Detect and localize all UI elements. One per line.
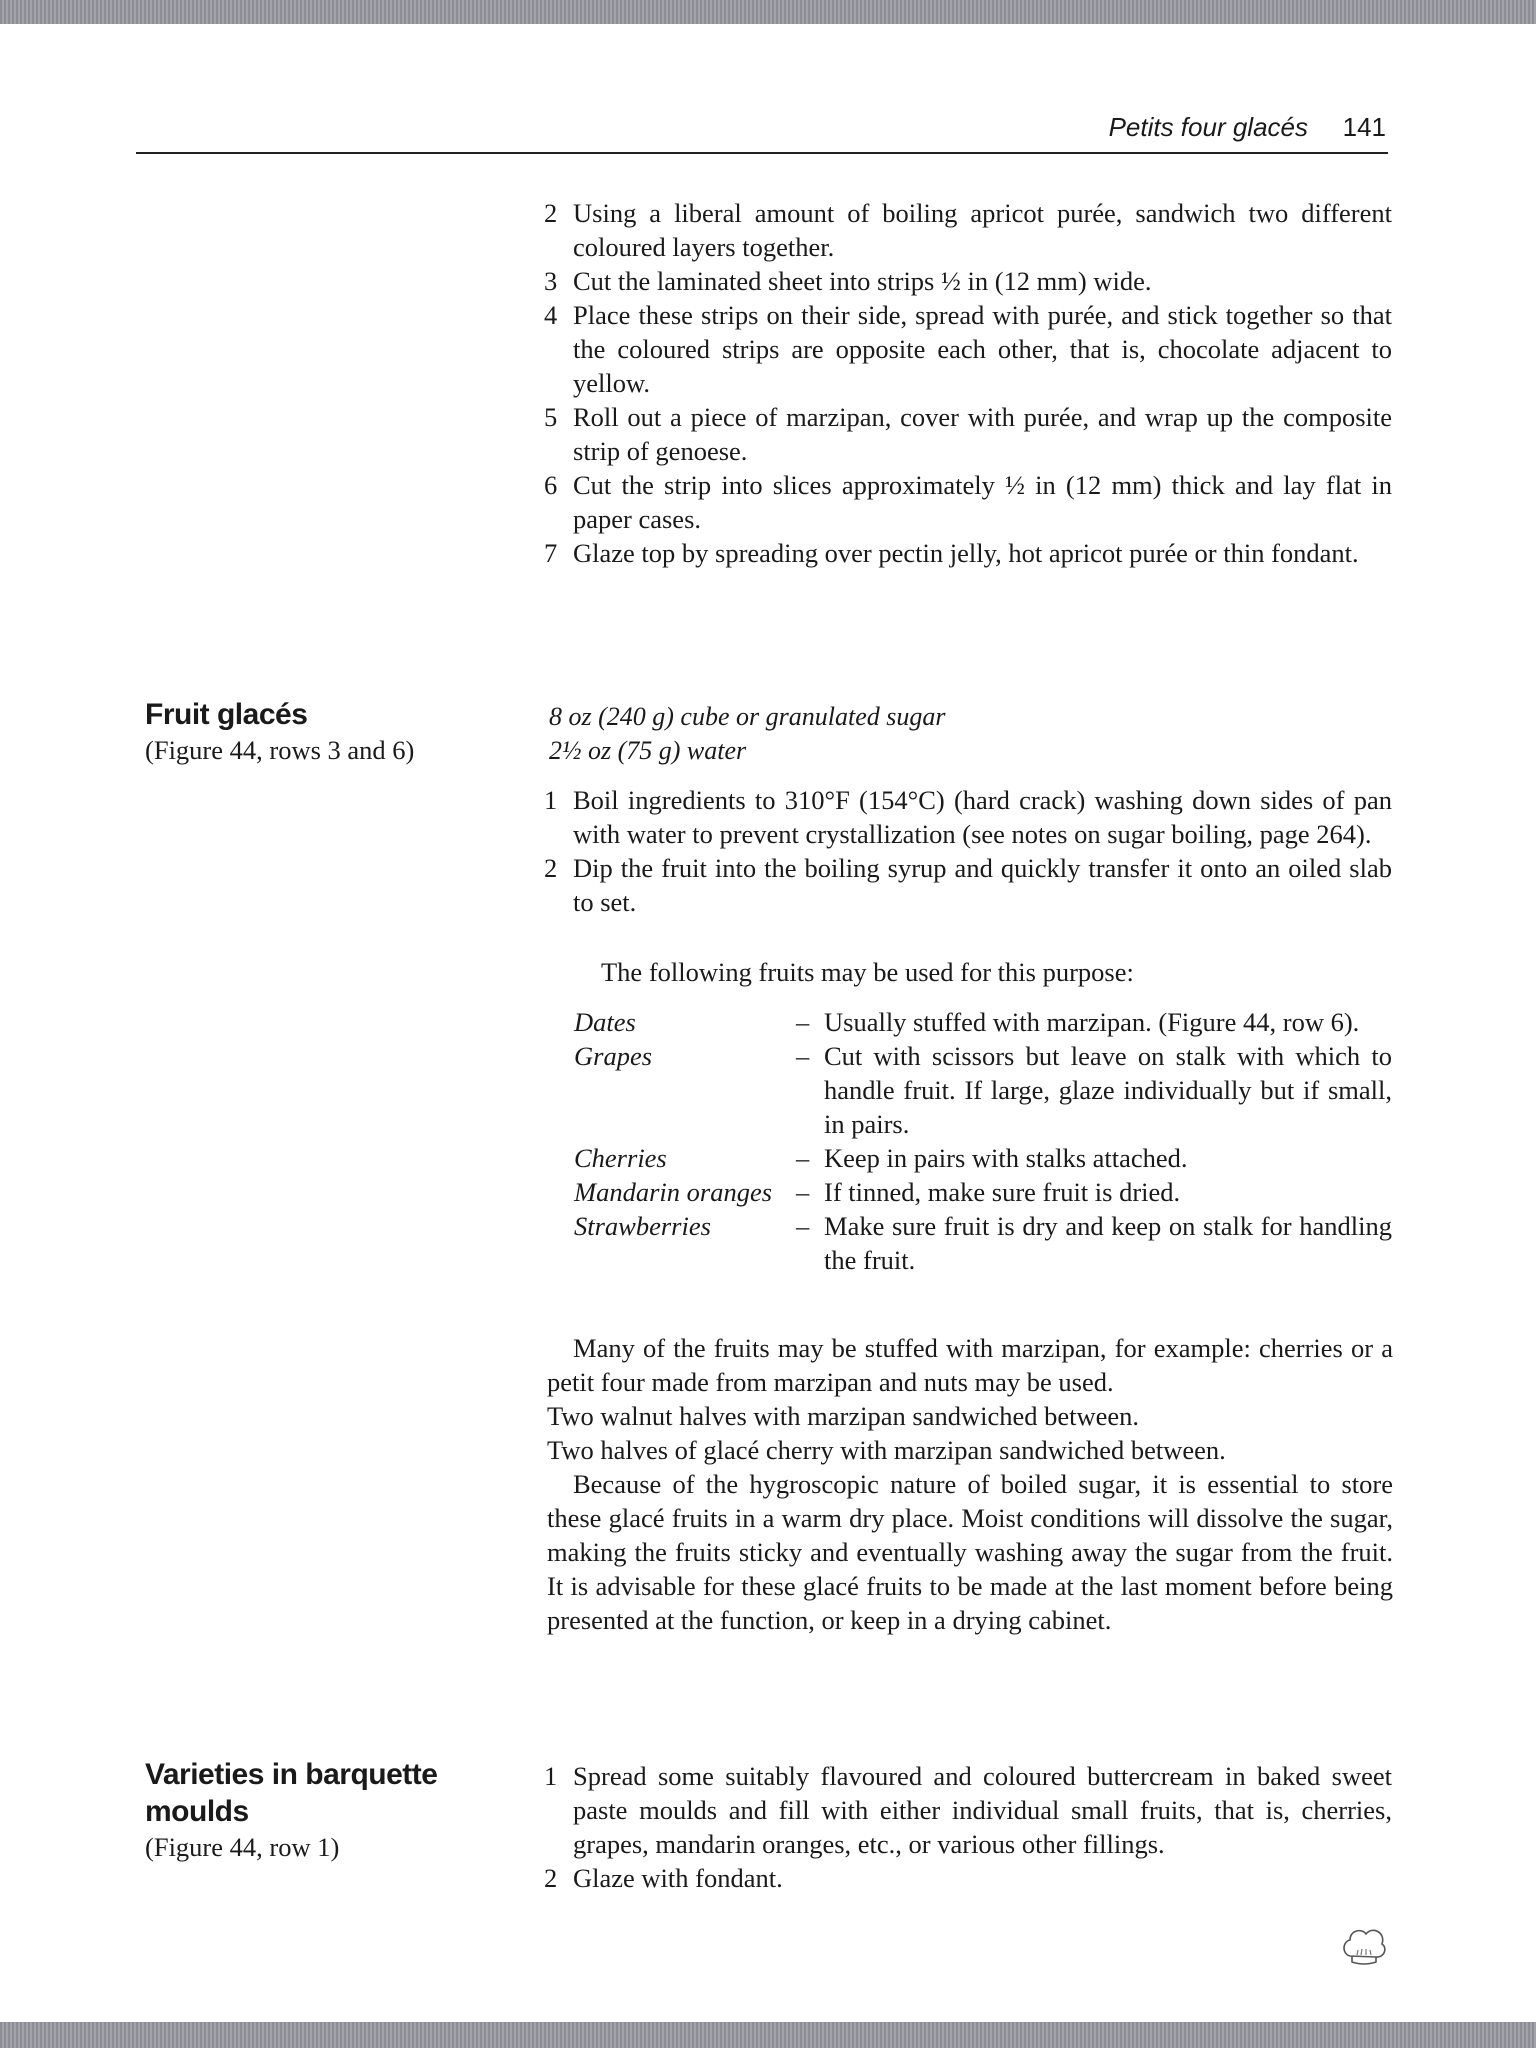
figure-reference: (Figure 44, row 1) xyxy=(145,1832,340,1862)
method-step xyxy=(544,851,1392,919)
fruit-dash: – xyxy=(796,1007,810,1037)
step-number: 5 xyxy=(544,402,558,432)
method-step xyxy=(544,783,1392,851)
fruit-name: Grapes xyxy=(574,1041,653,1071)
top-frame-bar xyxy=(0,0,1536,24)
step-number: 1 xyxy=(544,1761,558,1791)
method-step xyxy=(544,400,1392,468)
fruit-note: If tinned, make sure fruit is dried. xyxy=(824,1177,1181,1207)
step-text: Boil ingredients to 310°F (154°C) (hard crack) washing down sides of pan with water to prevent crystallization (see notes on sugar boiling, page 264). xyxy=(573,785,1392,849)
chef-hat-icon xyxy=(1340,1924,1388,1968)
fruit-row xyxy=(574,1175,1392,1209)
method-step xyxy=(544,536,1392,570)
step-text: Roll out a piece of marzipan, cover with purée, and wrap up the composite strip of genoese. xyxy=(573,402,1392,466)
fruit-name: Cherries xyxy=(574,1143,667,1173)
fruit-name: Mandarin oranges xyxy=(574,1177,773,1207)
step-text: Spread some suitably flavoured and coloured buttercream in baked sweet paste moulds and fill with either individual small fruits, that is, cherries, grapes, mandarin oranges, etc., or various other fillings. xyxy=(573,1761,1392,1859)
step-text: Dip the fruit into the boiling syrup and quickly transfer it onto an oiled slab to set. xyxy=(573,853,1392,917)
fruit-note: Make sure fruit is dry and keep on stalk for handling the fruit. xyxy=(824,1211,1392,1275)
section-title: Fruit glacés xyxy=(145,698,308,731)
step-text: Cut the laminated sheet into strips ½ in (12 mm) wide. xyxy=(573,266,1152,296)
body-paragraph-block xyxy=(547,1331,1393,1637)
step-number: 6 xyxy=(544,470,558,500)
step-number: 7 xyxy=(544,538,558,568)
step-number: 1 xyxy=(544,785,558,815)
step-text: Using a liberal amount of boiling apricot purée, sandwich two different coloured layers together. xyxy=(573,198,1392,262)
step-number: 4 xyxy=(544,300,558,330)
method-step xyxy=(544,298,1392,400)
fruit-dash: – xyxy=(796,1143,810,1173)
page-number: 141 xyxy=(1342,112,1386,142)
fruit-dash: – xyxy=(796,1041,810,1071)
fruit-note: Keep in pairs with stalks attached. xyxy=(824,1143,1188,1173)
ingredient-line: 8 oz (240 g) cube or granulated sugar xyxy=(549,702,946,731)
fruit-row xyxy=(574,1039,1392,1141)
fruit-glaces-steps xyxy=(544,783,1392,919)
step-text: Glaze top by spreading over pectin jelly, hot apricot purée or thin fondant. xyxy=(573,538,1359,568)
fruit-table xyxy=(574,1005,1392,1277)
step-text: Cut the strip into slices approximately ½ in (12 mm) thick and lay flat in paper cases. xyxy=(573,470,1392,534)
method-step xyxy=(544,1759,1392,1861)
method-step xyxy=(544,468,1392,536)
fruit-dash: – xyxy=(796,1177,810,1207)
fruit-note: Usually stuffed with marzipan. (Figure 44, row 6). xyxy=(824,1007,1360,1037)
continued-method-steps xyxy=(544,196,1392,570)
step-text: Place these strips on their side, spread with purée, and stick together so that the coloured strips are opposite each other, that is, chocolate adjacent to yellow. xyxy=(573,300,1392,398)
paragraph: Two walnut halves with marzipan sandwiched between. xyxy=(547,1401,1140,1431)
method-step xyxy=(544,1861,1392,1895)
fruit-glaces-heading xyxy=(145,696,485,767)
method-step xyxy=(544,196,1392,264)
step-number: 2 xyxy=(544,1863,558,1893)
fruit-row xyxy=(574,1141,1392,1175)
fruit-name: Strawberries xyxy=(574,1211,711,1241)
paragraph: Many of the fruits may be stuffed with marzipan, for example: cherries or a petit four made from marzipan and nuts may be used. xyxy=(547,1333,1393,1397)
barquette-steps xyxy=(544,1759,1392,1895)
step-number: 2 xyxy=(544,198,558,228)
step-number: 3 xyxy=(544,266,558,296)
fruit-dash: – xyxy=(796,1211,810,1241)
fruit-row xyxy=(574,1209,1392,1277)
section-title-line: moulds xyxy=(145,1795,249,1828)
figure-reference: (Figure 44, rows 3 and 6) xyxy=(145,735,415,765)
barquette-heading xyxy=(145,1756,485,1864)
ingredient-list xyxy=(549,700,1149,768)
fruits-intro: The following fruits may be used for this purpose: xyxy=(601,957,1134,987)
paragraph: Two halves of glacé cherry with marzipan sandwiched between. xyxy=(547,1435,1226,1465)
step-number: 2 xyxy=(544,853,558,883)
bottom-frame-bar xyxy=(0,2022,1536,2048)
method-step xyxy=(544,264,1392,298)
step-text: Glaze with fondant. xyxy=(573,1863,783,1893)
running-header xyxy=(136,108,1388,154)
section-title-line: Varieties in barquette xyxy=(145,1758,438,1791)
fruit-row xyxy=(574,1005,1392,1039)
fruit-name: Dates xyxy=(574,1007,636,1037)
paragraph: Because of the hygroscopic nature of boiled sugar, it is essential to store these glacé fruits in a warm dry place. Moist conditions will dissolve the sugar, making the fruits sticky and eventually washing away the sugar from the fruit. It is advisable for these glacé fruits to be made at the last moment before being presented at the function, or keep in a drying cabinet. xyxy=(547,1469,1393,1635)
ingredient-line: 2½ oz (75 g) water xyxy=(549,736,747,765)
fruit-note: Cut with scissors but leave on stalk with which to handle fruit. If large, glaze individually but if small, in pairs. xyxy=(824,1041,1392,1139)
running-title: Petits four glacés xyxy=(1108,112,1308,142)
